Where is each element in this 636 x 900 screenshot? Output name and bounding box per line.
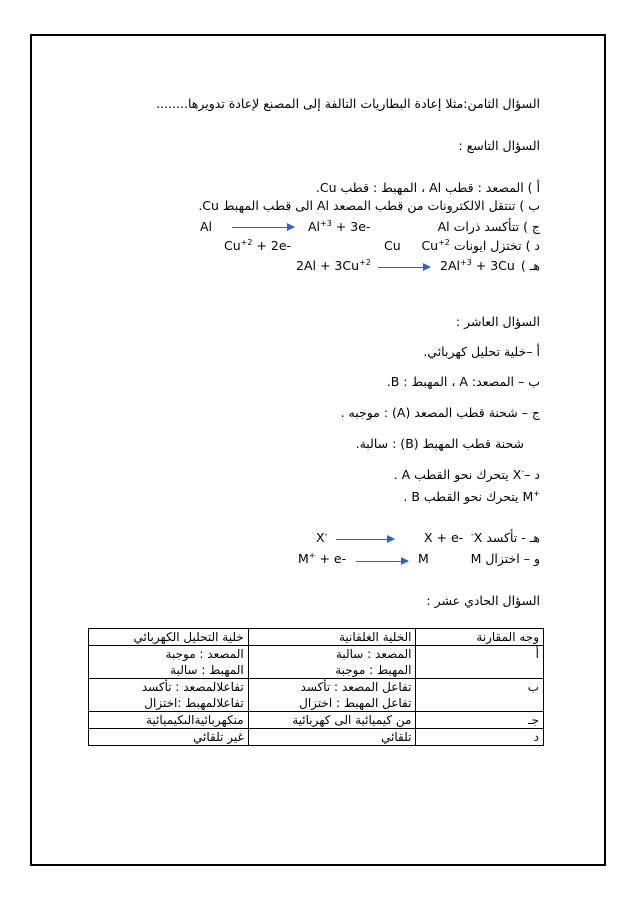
table-row <box>89 712 544 729</box>
table-cell: من كيميائية الى كهربائية <box>248 712 416 729</box>
table-header-cell: وجه المقارنة <box>416 629 544 646</box>
q8-text: السؤال الثامن:مثلا إعادة البطاريات التالفة إلى المصنع لإعادة تدويرها........ <box>156 96 540 111</box>
table-row <box>89 729 544 746</box>
q10-c: ج – شحنة قطب المصعد (A) : موجبه . <box>340 405 540 420</box>
q10-d2: M+ يتحرك نحو القطب B . <box>403 488 540 504</box>
q10-d1: د –X- يتحرك نحو القطب A . <box>393 466 540 482</box>
table-row <box>89 646 544 679</box>
q10-f-label: و – اختزال M <box>470 551 540 566</box>
comparison-table <box>88 628 544 746</box>
q9-c-eq-right: $Al^{+3} + 3e-$ <box>308 218 371 234</box>
table-cell: أ <box>416 646 544 679</box>
q9-heading: السؤال التاسع : <box>458 138 540 153</box>
table-row <box>89 679 544 712</box>
q10-c2: شحنة قطب المهبط (B) : سالبة. <box>355 436 524 451</box>
q10-b: ب – المصعد: A ، المهبط : B. <box>386 374 540 389</box>
table-header-row <box>89 629 544 646</box>
q9-e-eq-left: $2Al + 3Cu^{+2}$ <box>296 257 371 273</box>
q10-a: أ –خلية تحليل كهربائي. <box>423 344 540 359</box>
q9-e-eq-right: $2Al^{+3} + 3Cu$ <box>440 257 515 273</box>
table-cell: المصعد : موجبة المهبط : سالبة <box>89 646 249 679</box>
table-cell: غير تلقائي <box>89 729 249 746</box>
q10-f-eq-left: M+ + e- <box>298 550 347 566</box>
table-header-cell: الخلية الغلفانية <box>248 629 416 646</box>
q9-d-eq-left: $Cu^{+2} + 2e-$ <box>224 237 292 253</box>
q9-e-label: هـ ) <box>520 258 540 273</box>
q11-heading: السؤال الحادي عشر : <box>426 593 540 608</box>
table-cell: تفاعلالمصعد : تأكسد تفاعلالمهبط :اختزال <box>89 679 249 712</box>
q10-heading: السؤال العاشر : <box>455 314 540 329</box>
table-cell: منكهربائيةالىكيميائية <box>89 712 249 729</box>
q9-d-eq-right: Cu <box>384 238 401 253</box>
q9-c-eq-left: Al <box>200 219 213 234</box>
table-cell: ب <box>416 679 544 712</box>
table-cell: د <box>416 729 544 746</box>
q9-b: ب ) تنتقل الالكترونات من قطب المصعد Al الى قطب المهبط Cu. <box>198 198 540 213</box>
q10-e-eq-right: X- <box>316 529 328 545</box>
q10-f-eq-right: M <box>418 551 429 566</box>
q9-c-arrow <box>232 227 294 228</box>
table-cell: جـ <box>416 712 544 729</box>
q9-c-label: ج ) تتأكسد ذرات Al <box>437 219 540 234</box>
table-cell: المصعد : سالبة المهبط : موجبة <box>248 646 416 679</box>
table-cell: تلقائي <box>248 729 416 746</box>
q9-d-label: د ) تختزل ايونات $Cu^{+2}$ <box>421 237 540 253</box>
q9-a: أ ) المصعد : قطب Al ، المهبط : قطب Cu. <box>315 180 540 195</box>
q10-e-eq-left: X + e- <box>424 530 464 545</box>
q10-e-label: هـ - تأكسد X- <box>470 529 540 545</box>
q10-f-arrow <box>356 561 408 562</box>
q9-e-arrow <box>378 267 430 268</box>
table-cell: تفاعل المصعد : تأكسد تفاعل المهبط : اختزال <box>248 679 416 712</box>
q10-e-arrow <box>336 539 394 540</box>
table-header-cell: خلية التحليل الكهربائي <box>89 629 249 646</box>
